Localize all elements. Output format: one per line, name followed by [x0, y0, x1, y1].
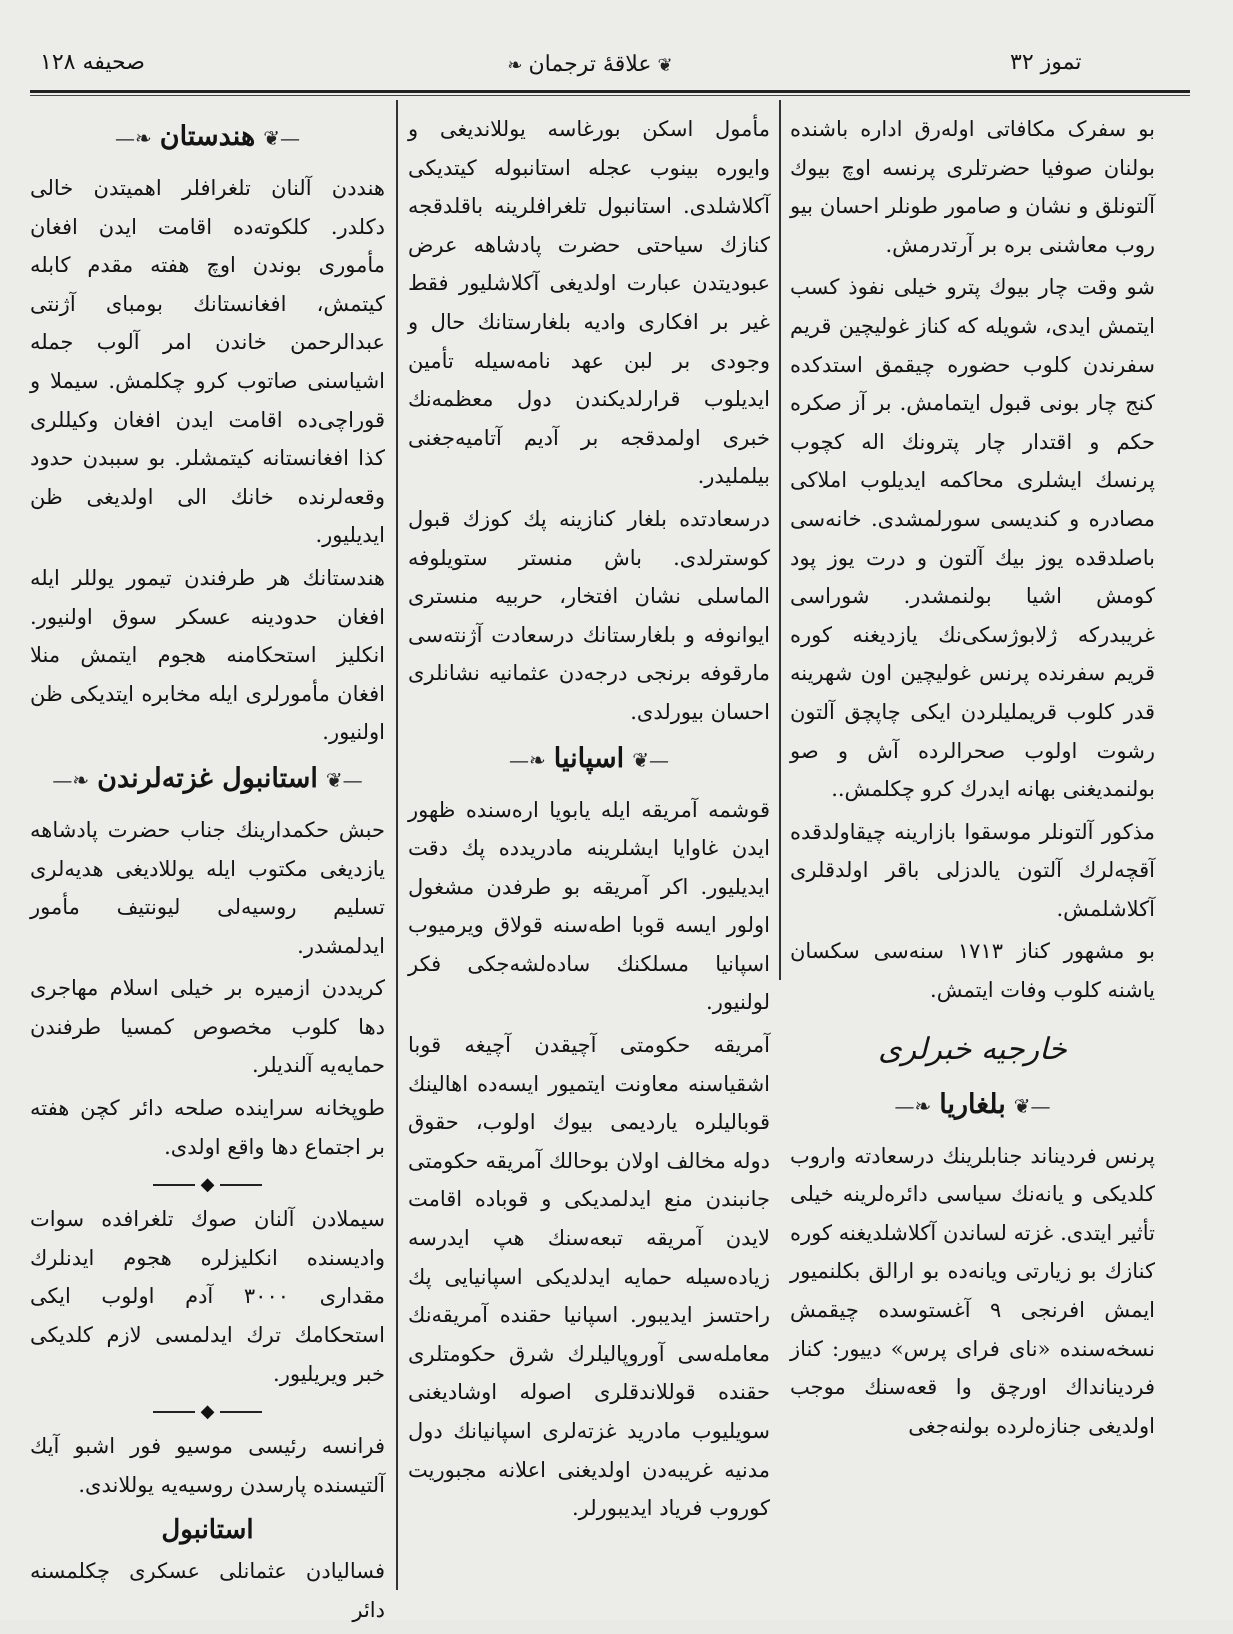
header-rule	[30, 90, 1190, 93]
article-paragraph: بو مشهور کناز ۱۷۱۳ سنه‌سی سکسان یاشنه کلوب وفات ایتمش.	[790, 939, 1156, 1003]
article-paragraph: قوشمه آمریقه ایله یابویا ارەسندە ظهور ایدن غاوایا ایشلرینه مادریدده پك دقت ایدیلیور. اکر آمریقه بو طرفدن مشغول اولور ایسه قوبا اطه‌سنه قولاق ویرمیوب اسپانیا مسلکنك ساده‌لشه‌جکی فکر لولنیور.	[408, 797, 770, 1015]
ornament-icon: —❦	[632, 747, 669, 772]
article-heading	[30, 114, 385, 161]
article-paragraph: مذکور آلتونلر موسقوا بازارینه چیقاولدقده آقچه‌لرك آلتون یالدزلی باقر اولدقلری آکلاشلمش.	[790, 819, 1155, 921]
item-divider: ◆	[30, 1397, 385, 1427]
page-number: صحیفه ۱۲۸	[40, 50, 145, 75]
article-paragraph: درسعادتده بلغار کنازینه پك کوزك قبول کوسترلدی. باش منستر ستویلوفه الماسلی نشان افتخار، حربیه منستری ایوانوفه و بلغارستانك درسعادت آژنته‌سی مارقوفه برنجی درجه‌دن عثمانیه نشانلری احسان بیورلدی.	[408, 506, 770, 724]
column-right	[790, 110, 1155, 1449]
newspaper-title: علاقۀ ترجمان	[528, 52, 652, 77]
ornament-icon: —❦	[325, 767, 363, 792]
column-left	[30, 110, 385, 1634]
article-paragraph: آمریقه حکومتی آچیقدن آچیغه قوبا اشقیاسنه معاونت ایتمیور ایسه‌دە اهالینك قوبالیلرە یاردیمی بیوك اولوب، حقوق دوله مخالف اولان بوحالك آمریقه حکومتی جانبندن منع ایدلمدیکی و قوبادە اقامت لایدن آمریقه تبعه‌سنك هپ ایدرسه زیادەسیله حمایه ایدلدیکی اسپانیایی پك راحتسز ایدیبور. اسپانیا حقنده آمریقه‌نك معامله‌سی آوروپالیلرك شرق حکومتلری حقنده قوللاندقلری اصوله اوشادیغنی سویلیوب مادرید غزته‌لری اسپانیانك دول مدنیه غریبه‌دن اولدیغنی اعلانه مجبوریت کوروب فریاد ایدیبورلر.	[408, 1033, 770, 1521]
article-paragraph: هندستانك هر طرفندن تیمور یوللر ایله افغان حدودینه عسکر سوق اولنیور. انکلیز استحکامنه هجوم ایتمش منلا افغان مأمورلری ایله مخابرە ایتدیکی ظن اولنیور.	[30, 565, 385, 745]
item-divider: ◆	[30, 1170, 385, 1200]
ornament-icon: —❦	[1013, 1093, 1051, 1118]
article-paragraph: فسالیادن عثمانلی عسکری چکلمسنه دائر	[30, 1559, 385, 1622]
article-paragraph: هنددن آلنان تلغرافلر اهمیتدن خالی دکلدر. کلکوته‌دە اقامت ایدن افغان مأموری بوندن اوچ هفته مقدم کابله کیتمش، افغانستانك بومبای آژنتی عبدالرحمن خاندن امر آلوب جمله اشیاسنی صاتوب کرو چکلمش. سیملا و قوراچی‌دە اقامت ایدن افغان وکیللری کذا افغانستانه کیتمشلر. بو سببدن حدود وقعه‌لرنده خانك الی اولدیغی ظن ایدیلیور.	[30, 176, 385, 548]
ornament-icon: —❦	[263, 126, 300, 150]
section-heading: خارجیه خبرلری	[878, 1031, 1067, 1067]
article-paragraph: حبش حکمدارینك جناب حضرت پادشاهه یازدیغی مکتوب ایله یوللادیغی هدیه‌لری تسلیم روسیه‌لی لیونتیف مأمور ایدلمشدر.	[30, 817, 385, 958]
ornament-icon: ❧—	[894, 1093, 932, 1118]
column-divider	[779, 100, 781, 980]
article-heading-text: اسپانیا	[553, 742, 625, 774]
masthead	[480, 52, 700, 92]
article-paragraph: طوپخانه سرایندە صلحه دائر کچن هفته بر اجتماع دها واقع اولدی.	[30, 1096, 385, 1159]
ornament-icon: ❧—	[52, 767, 90, 792]
article-paragraph: کریددن ازمیره بر خیلی اسلام مهاجری دها کلوب مخصوص کمسیا طرفندن حمایه‌یه آلندیلر.	[30, 976, 385, 1078]
article-heading	[790, 1082, 1155, 1129]
article-paragraph: پرنس فردیناند جنابلرینك درسعادته واروب کلدیکی و یانه‌نك سیاسی دائرەلرینه خیلی تأثیر ایتدی. غزته لساندن آکلاشلدیغنه کورە کنازك بو زیارتی ویانه‌دە بو ارالق بکلنمیور ایمش افرنجی ۹ آغستوسدە چیقمش نسخه‌سندە «نای فرای پرس» دییور: کناز فردینانداك اورچق وا قعه‌سنك موجب اولدیغی جنازەلردە بولنه‌جغی	[790, 1143, 1155, 1438]
article-heading	[408, 736, 770, 783]
column-divider	[396, 100, 398, 1590]
article-paragraph: بو سفرک مکافاتی اولەرق ادارە باشندە بولنان صوفیا حضرتلری پرنسه اوچ بیوك آلتونلق و نشان و صامور طونلر احسان بیو روب معاشنی برە بر آرتدرمش.	[790, 117, 1155, 257]
article-paragraph: سیملادن آلنان صوك تلغرافده سوات وادیسنده انکلیزلره هجوم ایدنلرك مقداری ۳۰۰۰ آدم اولوب ایکی استحکامك ترك ایدلمسی لازم کلدیکی خبر ویریلیور.	[30, 1207, 385, 1386]
article-heading-text: استانبول غزته‌لرندن	[97, 762, 318, 794]
article-heading	[30, 756, 385, 803]
column-middle	[408, 110, 770, 1532]
article-heading: استانبول	[161, 1515, 254, 1546]
ornament-icon: ❧—	[509, 747, 546, 772]
article-paragraph: شو وقت چار بیوك پترو خیلی نفوذ کسب ایتمش ایدی، شویله که کناز غولیچین قریم سفرندن کلوب حضورە چیقمق استدکده کنج چار بونی قبول ایتمامش. بر آز صکرە حکم و اقتدار چار پترونك اله کچوب پرنسك ایشلری محاکمه ایدیلوب املاکی مصادرە و کندیسی سورلمشدی. خانه‌سی باصلدقده یوز بیك آلتون و درت یوز پود کومش اشیا بولنمشدر. شوراسی غریبدرکه ژلابوژسکی‌نك یازدیغنه کورە قریم سفرندە پرنس غولیچین اون شهرینه قدر کلوب قریملیلردن ایکی چاپچق آلتون رشوت اولوب صحرالردە آش و صو بولنمدیغنی بهانه ایدرك کرو چکلمش..	[790, 275, 1155, 802]
article-paragraph: مأمول اسکن بورغاسه یوللاندیغی و وایوره بینوب عجله استانبوله کیتدیکی آکلاشلدی. استانبول تلغرافلرینه باقلدقجه کنازك سیاحتی حضرت پادشاهه عرض عبودیتدن عبارت اولدیغی آکلاشلیور فقط غیر بر افکاری وادیه بلغارستانك حال و وجودی بر لبن عهد نامه‌سیله تأمین ایدیلوب قرارلدیکندن دول معظمه‌نك خبری اولمدقجه بر آدیم آتامیه‌جغنی بیلملیدر.	[408, 117, 770, 489]
header-rule-thin	[30, 95, 1190, 96]
article-heading-text: بلغاریا	[939, 1088, 1006, 1120]
issue-date: تموز ۳۲	[1010, 50, 1082, 75]
ornament-icon: ❧	[507, 55, 523, 76]
ornament-icon: ❦	[657, 55, 673, 76]
article-paragraph: فرانسه رئیسی موسیو فور اشبو آیك آلتیسنده پارسدن روسیه‌یه یوللاندی.	[30, 1434, 385, 1497]
ornament-icon: ❧—	[115, 126, 152, 150]
article-heading-text: هندستان	[159, 121, 256, 152]
